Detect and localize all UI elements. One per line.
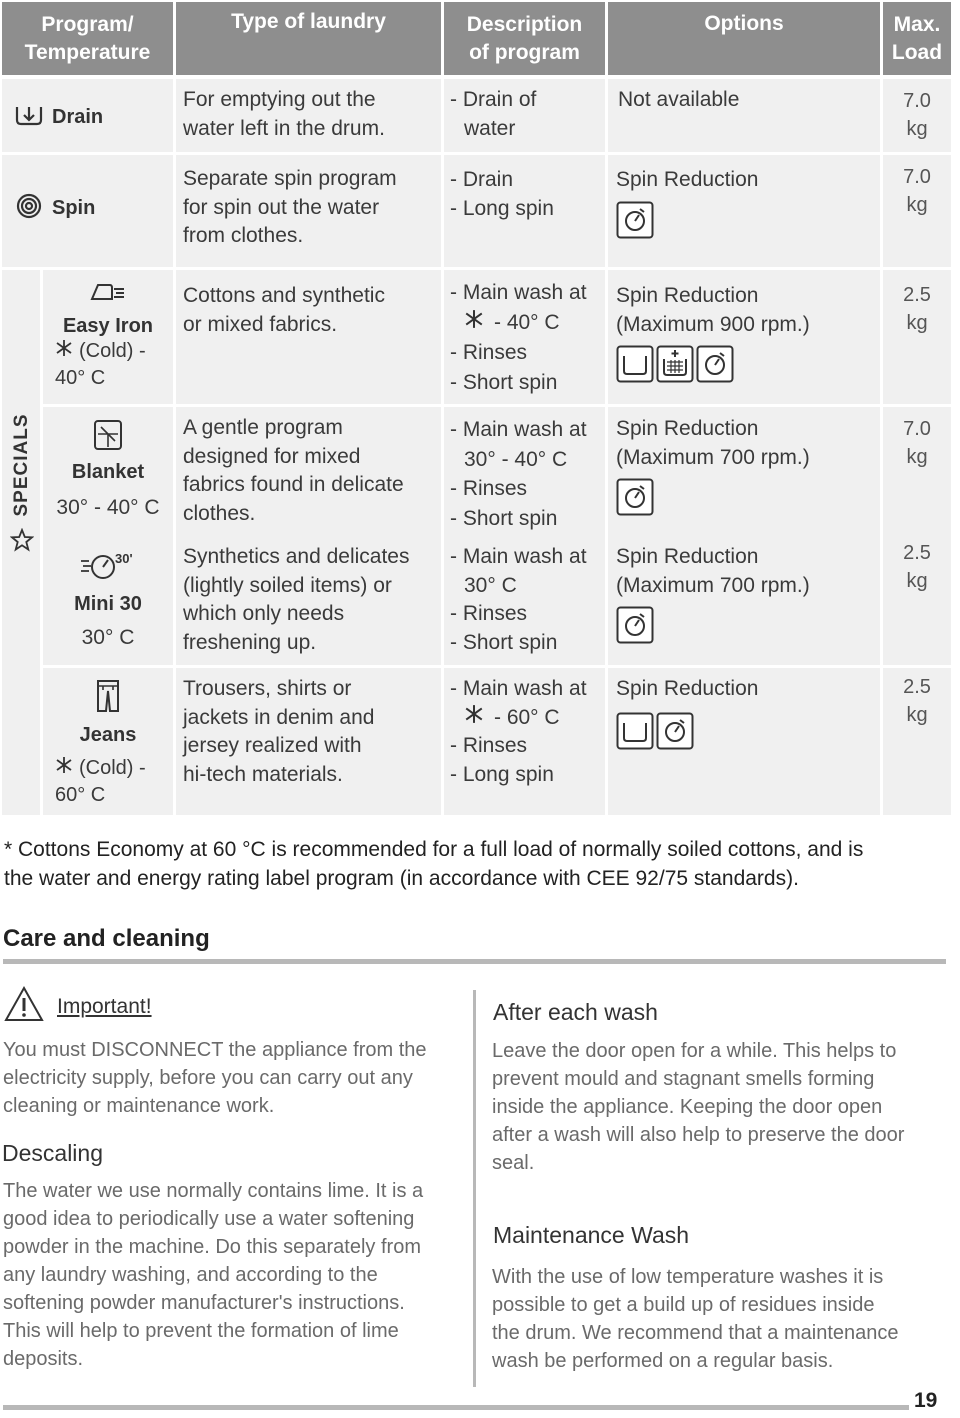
text-line: powder in the machine. Do this separately from xyxy=(3,1236,421,1258)
options-blanket xyxy=(616,415,810,516)
iron-icon xyxy=(90,279,126,308)
text-line: For emptying out the xyxy=(183,88,376,111)
text-line: Cottons and synthetic xyxy=(183,284,385,307)
load-value: 7.0 xyxy=(903,166,931,188)
temp-line: (Cold) - xyxy=(79,340,146,362)
text-line: after a wash will also help to preserve the door xyxy=(492,1124,905,1146)
temp-line: 60° C xyxy=(55,784,106,806)
header-description xyxy=(444,2,605,75)
specials-text: SPECIALS xyxy=(11,413,32,517)
load-unit: kg xyxy=(906,312,928,334)
text-line: freshening up. xyxy=(183,630,317,654)
option-line: (Maximum 700 rpm.) xyxy=(616,445,810,469)
load-value: 7.0 xyxy=(903,90,931,112)
text-line: A gentle program xyxy=(183,416,343,439)
text-line: Trousers, shirts or xyxy=(183,677,352,700)
option-line: (Maximum 900 rpm.) xyxy=(616,312,810,336)
text-line: This will help to prevent the formation of lime xyxy=(3,1320,399,1342)
text-line: The water we use normally contains lime. It is a xyxy=(3,1180,424,1202)
text-line: water left in the drum. xyxy=(183,116,385,140)
text-line: hi-tech materials. xyxy=(183,762,343,786)
maintenance-title: Maintenance Wash xyxy=(493,1222,690,1248)
text-line: - Rinses xyxy=(450,602,528,625)
footnote xyxy=(4,835,960,893)
type-mini30 xyxy=(183,543,409,657)
text-line: wash be performed on a regular basis. xyxy=(492,1350,834,1372)
program-name: Mini 30 xyxy=(74,593,142,615)
blanket-icon xyxy=(93,419,123,456)
option-line: Not available xyxy=(618,88,740,111)
important-label: Important! xyxy=(57,994,152,1018)
text-line: 30° - 40° C xyxy=(464,447,568,471)
text-line: - Short spin xyxy=(450,371,558,394)
header-options-label: Options xyxy=(704,12,784,35)
disconnect-text xyxy=(3,1036,468,1120)
option-line: Spin Reduction xyxy=(616,545,759,568)
text-line: Separate spin program xyxy=(183,167,397,190)
text-line: You must DISCONNECT the appliance from the xyxy=(3,1039,427,1061)
page-number: 19 xyxy=(914,1389,938,1412)
load-mini30 xyxy=(883,539,951,595)
type-easy-iron xyxy=(183,282,385,339)
text-line: - Long spin xyxy=(450,762,554,786)
after-wash-text xyxy=(492,1037,952,1177)
cold-icon xyxy=(464,704,484,733)
options-drain xyxy=(618,86,739,115)
text-line: good idea to periodically use a water softening xyxy=(3,1208,415,1230)
text-line: from clothes. xyxy=(183,224,304,247)
header-program-label: Program/ Temperature xyxy=(24,12,151,64)
header-options xyxy=(608,2,880,75)
text-line: - 60° C xyxy=(494,705,560,729)
drain-icon xyxy=(14,102,44,133)
option-line: Spin Reduction xyxy=(616,677,759,700)
important-notice xyxy=(3,985,152,1028)
title-divider xyxy=(3,959,946,964)
load-unit: kg xyxy=(906,118,928,140)
text-line: designed for mixed xyxy=(183,444,361,468)
header-description-label: Description of program xyxy=(466,12,583,64)
program-name: Drain xyxy=(52,106,104,128)
text-line: - Short spin xyxy=(450,630,558,654)
load-blanket xyxy=(883,415,951,471)
text-line: - Rinses xyxy=(450,734,528,757)
prewash-icon xyxy=(616,345,654,383)
text-line: - Main wash at xyxy=(450,545,587,568)
section-title: Care and cleaning xyxy=(3,925,210,952)
text-line: - Main wash at xyxy=(450,281,587,304)
text-line: - Main wash at xyxy=(450,677,587,700)
desc-blanket xyxy=(450,415,587,533)
descaling-text xyxy=(3,1177,468,1373)
descaling-title: Descaling xyxy=(2,1140,103,1166)
text-line: - 40° C xyxy=(494,311,560,334)
load-value: 7.0 xyxy=(903,418,931,440)
text-line: jersey realized with xyxy=(183,734,362,757)
text-line: seal. xyxy=(492,1152,535,1174)
text-line: - Drain xyxy=(450,168,514,191)
column-divider xyxy=(473,990,476,1387)
desc-mini30 xyxy=(450,543,587,657)
text-line: which only needs xyxy=(183,602,345,625)
type-spin xyxy=(183,165,397,251)
options-jeans xyxy=(616,675,758,750)
desc-easy-iron xyxy=(450,278,587,398)
option-line: Spin Reduction xyxy=(616,168,759,191)
text-line: cleaning or maintenance work. xyxy=(3,1095,275,1117)
header-program xyxy=(2,2,173,75)
header-maxload xyxy=(883,2,951,75)
options-spin xyxy=(616,166,758,239)
load-value: 2.5 xyxy=(903,676,931,698)
option-line: Spin Reduction xyxy=(616,417,759,440)
text-line: or mixed fabrics. xyxy=(183,312,338,336)
text-line: - Rinses xyxy=(450,341,528,364)
text-line: Synthetics and delicates xyxy=(183,545,410,568)
text-line: the drum. We recommend that a maintenance xyxy=(492,1322,899,1344)
spin-icon xyxy=(16,193,42,224)
header-type-label: Type of laundry xyxy=(231,10,386,33)
text-line: With the use of low temperature washes it is xyxy=(492,1266,884,1288)
text-line: inside the appliance. Keeping the door open xyxy=(492,1096,883,1118)
cold-icon xyxy=(55,338,73,365)
text-line: electricity supply, before you can carry out any xyxy=(3,1067,413,1089)
text-line: softening powder manufacturer's instructions. xyxy=(3,1292,405,1314)
maintenance-text xyxy=(492,1263,952,1375)
temp-line: 40° C xyxy=(55,367,106,389)
desc-jeans xyxy=(450,675,587,789)
desc-spin xyxy=(450,166,554,223)
text-line: Leave the door open for a while. This helps to xyxy=(492,1040,897,1062)
text-line: 30° C xyxy=(464,573,517,597)
footnote-line: * Cottons Economy at 60 °C is recommended for a full load of normally soiled cottons, and is xyxy=(4,838,864,861)
temp-line: 30° C xyxy=(81,626,135,649)
jeans-icon xyxy=(95,679,121,718)
temp-line: (Cold) - xyxy=(79,757,146,779)
header-maxload-label: Max. Load xyxy=(891,12,943,64)
program-name: Easy Iron xyxy=(62,315,154,337)
program-name: Blanket xyxy=(71,461,145,483)
mini-badge: 30' xyxy=(115,551,133,566)
quick-wash-icon xyxy=(79,551,137,586)
text-line: - Long spin xyxy=(450,196,554,220)
load-jeans xyxy=(883,673,951,729)
load-value: 2.5 xyxy=(903,284,931,306)
text-line: (lightly soiled items) or xyxy=(183,573,392,597)
type-drain xyxy=(183,86,385,143)
load-unit: kg xyxy=(906,194,928,216)
program-easy-iron xyxy=(43,279,173,392)
text-line: possible to get a build up of residues inside xyxy=(492,1294,875,1316)
load-unit: kg xyxy=(906,570,928,592)
header-type xyxy=(176,2,441,75)
text-line: - Drain of xyxy=(450,88,537,111)
spin-reduction-icon xyxy=(696,345,734,383)
option-line: Spin Reduction xyxy=(616,284,759,307)
warning-icon xyxy=(3,985,45,1028)
load-drain xyxy=(883,87,951,143)
text-line: fabrics found in delicate xyxy=(183,473,404,496)
type-blanket xyxy=(183,414,404,528)
type-jeans xyxy=(183,675,374,789)
program-name: Spin xyxy=(52,197,96,219)
program-mini30 xyxy=(43,551,173,650)
option-line: (Maximum 700 rpm.) xyxy=(616,573,810,597)
after-wash-title: After each wash xyxy=(493,999,658,1025)
star-icon xyxy=(10,528,34,557)
prewash-icon xyxy=(616,712,654,750)
text-line: - Rinses xyxy=(450,477,528,500)
program-drain xyxy=(14,102,103,133)
load-unit: kg xyxy=(906,446,928,468)
options-easy-iron xyxy=(616,282,810,383)
spin-reduction-icon xyxy=(656,712,694,750)
spin-reduction-icon xyxy=(616,606,654,644)
program-name: Jeans xyxy=(79,724,137,746)
program-spin xyxy=(16,193,95,224)
text-line: - Main wash at xyxy=(450,418,587,441)
desc-drain xyxy=(450,86,536,143)
program-jeans xyxy=(43,679,173,809)
load-spin xyxy=(883,163,951,219)
load-value: 2.5 xyxy=(903,542,931,564)
spin-reduction-icon xyxy=(616,201,654,239)
text-line: any laundry washing, and according to the xyxy=(3,1264,378,1286)
load-easy-iron xyxy=(883,281,951,337)
program-blanket xyxy=(43,419,173,520)
spin-reduction-icon xyxy=(616,478,654,516)
text-line: - Short spin xyxy=(450,506,558,530)
text-line: jackets in denim and xyxy=(183,705,375,729)
text-line: clothes. xyxy=(183,501,256,525)
temp-line: 30° - 40° C xyxy=(56,496,160,519)
text-line: water xyxy=(464,116,516,140)
text-line: for spin out the water xyxy=(183,195,380,219)
stain-icon xyxy=(656,345,694,383)
cold-icon xyxy=(55,755,73,782)
footer-divider xyxy=(3,1405,909,1410)
load-unit: kg xyxy=(906,704,928,726)
specials-label xyxy=(6,410,38,560)
text-line: prevent mould and stagnant smells forming xyxy=(492,1068,875,1090)
options-mini30 xyxy=(616,543,810,644)
text-line: deposits. xyxy=(3,1348,84,1370)
cold-icon xyxy=(464,308,484,338)
footnote-line: the water and energy rating label program (in accordance with CEE 92/75 standards). xyxy=(4,867,799,890)
